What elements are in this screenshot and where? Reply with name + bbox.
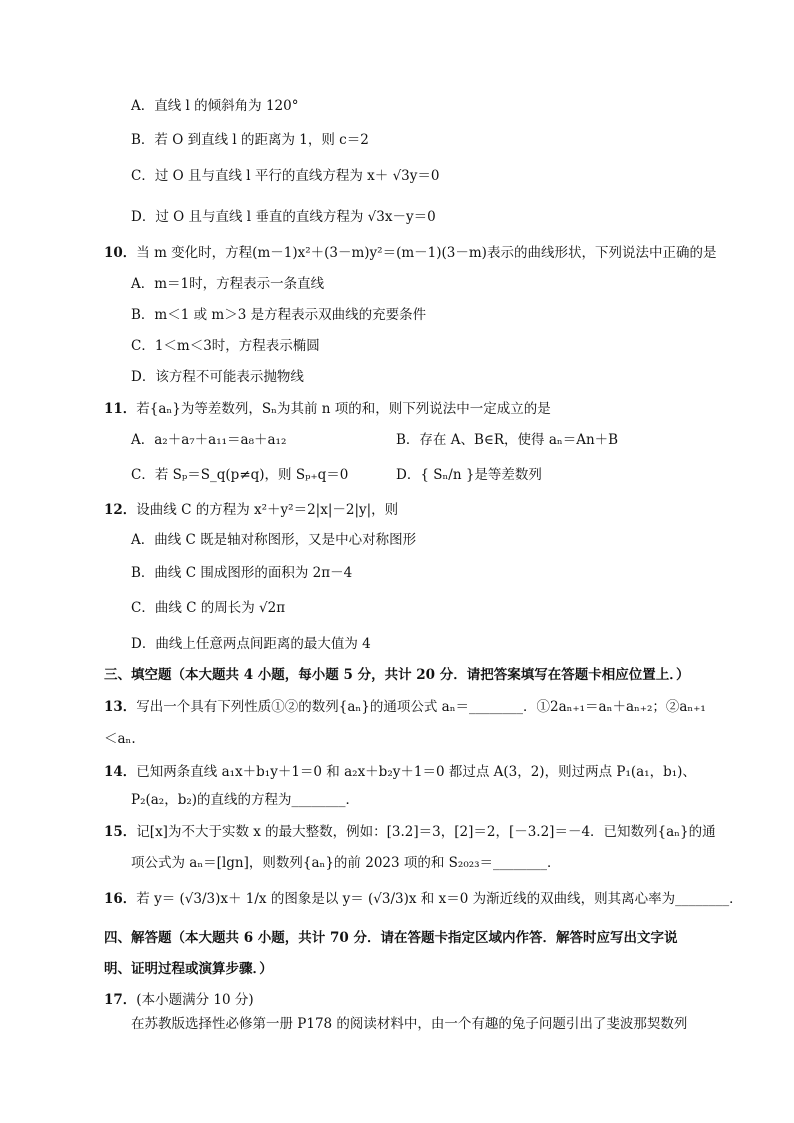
q12-number: 12． (104, 502, 137, 518)
q17-head: (本小题满分 10 分) (136, 992, 254, 1008)
q12-option-a: A．曲线 C 既是轴对称图形，又是中心对称图形 (131, 532, 417, 548)
q12-option-b: B．曲线 C 围成图形的面积为 2π－4 (131, 565, 353, 581)
q10-number: 10． (104, 245, 137, 261)
q16-number: 16． (104, 891, 137, 907)
q9-option-b: B．若 O 到直线 l 的距离为 1，则 c＝2 (131, 132, 369, 148)
q10-option-d: D．该方程不可能表示抛物线 (131, 369, 304, 385)
q15-line-1 (104, 822, 716, 842)
q9-option-c: C．过 O 且与直线 l 平行的直线方程为 x＋ √3y＝0 (131, 168, 440, 184)
section-4-heading-line-2: 明、证明过程或演算步骤．） (104, 961, 273, 977)
q10-text: 当 m 变化时，方程(m－1)x²＋(3－m)y²＝(m－1)(3－m)表示的曲线形状，下列说法中正确的是 (136, 245, 717, 261)
q17-header (104, 990, 254, 1010)
q14-line-1 (104, 762, 696, 782)
q11-option-a: A．a₂＋a₇＋a₁₁＝a₈＋a₁₂ (131, 432, 287, 448)
q11-option-c: C．若 Sₚ＝S_q(p≠q)，则 Sₚ₊q＝0 (131, 467, 349, 483)
q15-number: 15． (104, 824, 137, 840)
q12-option-c: C．曲线 C 的周长为 √2π (131, 600, 286, 616)
q13-number: 13． (104, 699, 137, 715)
q17-number: 17． (104, 992, 137, 1008)
q11-number: 11． (104, 401, 137, 417)
q11-text: 若{aₙ}为等差数列，Sₙ为其前 n 项的和，则下列说法中一定成立的是 (136, 401, 551, 417)
q10-option-a: A．m＝1时，方程表示一条直线 (131, 276, 325, 292)
q10-option-c: C．1＜m＜3时，方程表示椭圆 (131, 338, 320, 354)
q9-option-d: D．过 O 且与直线 l 垂直的直线方程为 √3x－y＝0 (131, 209, 436, 225)
q9-option-a: A．直线 l 的倾斜角为 120° (131, 98, 299, 114)
q12-stem (104, 500, 398, 520)
q10-stem (104, 243, 716, 263)
q13-line-1 (104, 697, 706, 717)
q14-line-2: P₂(a₂，b₂)的直线的方程为________． (131, 792, 360, 808)
q15-text: 记[x]为不大于实数 x 的最大整数，例如：[3.2]＝3，[2]＝2，[－3.2]＝－4．已知数列{aₙ}的通 (136, 824, 716, 840)
q11-option-b: B．存在 A、B∈R，使得 aₙ＝An＋B (396, 432, 619, 448)
section-3-heading: 三、填空题（本大题共 4 小题，每小题 5 分，共计 20 分．请把答案填写在答题卡相应位置上．） (104, 667, 690, 683)
q11-option-d: D．{ Sₙ/n }是等差数列 (396, 467, 542, 483)
q13-text: 写出一个具有下列性质①②的数列{aₙ}的通项公式 aₙ＝________．①2aₙ₊₁＝aₙ＋aₙ₊₂；②aₙ₊₁ (136, 699, 706, 715)
q16-text: 若 y＝ (√3/3)x＋ 1/x 的图象是以 y＝ (√3/3)x 和 x＝0 为渐近线的双曲线，则其离心率为________． (136, 891, 743, 907)
q17-line-1: 在苏教版选择性必修第一册 P178 的阅读材料中，由一个有趣的兔子问题引出了斐波那契数列 (131, 1016, 688, 1032)
q14-number: 14． (104, 764, 137, 780)
q12-text: 设曲线 C 的方程为 x²＋y²＝2|x|－2|y|，则 (136, 502, 399, 518)
q16-line-1 (104, 889, 743, 909)
q12-option-d: D．曲线上任意两点间距离的最大值为 4 (131, 636, 371, 652)
q15-line-2: 项公式为 aₙ＝[lgn]，则数列{aₙ}的前 2023 项的和 S₂₀₂₃＝________． (131, 855, 561, 871)
section-4-heading-line-1: 四、解答题（本大题共 6 小题，共计 70 分．请在答题卡指定区域内作答．解答时应写出文字说 (104, 930, 678, 946)
q11-stem (104, 399, 551, 419)
q13-line-2: ＜aₙ. (104, 731, 136, 747)
q14-text: 已知两条直线 a₁x＋b₁y＋1＝0 和 a₂x＋b₂y＋1＝0 都过点 A(3，2)，则过两点 P₁(a₁，b₁)、 (136, 764, 696, 780)
q10-option-b: B．m＜1 或 m＞3 是方程表示双曲线的充要条件 (131, 307, 427, 323)
